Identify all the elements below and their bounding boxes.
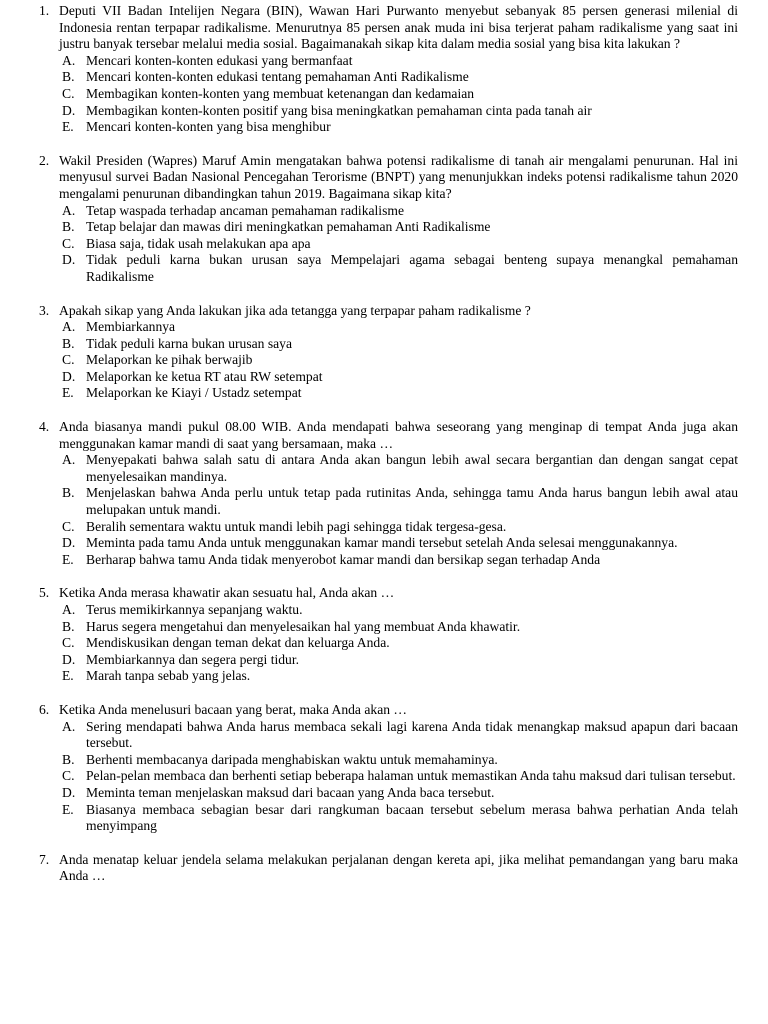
question-text: Anda biasanya mandi pukul 08.00 WIB. Anda mendapati bahwa seseorang yang menginap di tempat Anda juga akan menggunakan kamar mandi di saat yang bersamaan, maka … xyxy=(59,419,738,451)
question-stem xyxy=(39,419,738,452)
option-text: Mencari konten-konten yang bisa menghibur xyxy=(86,119,331,135)
answer-option xyxy=(62,719,738,752)
option-letter: D. xyxy=(62,102,76,118)
question-text: Ketika Anda menelusuri bacaan yang berat, maka Anda akan … xyxy=(59,701,408,717)
option-letter: C. xyxy=(62,518,75,534)
option-text: Membagikan konten-konten yang membuat ketenangan dan kedamaian xyxy=(86,85,475,101)
option-text: Tetap waspada terhadap ancaman pemahaman radikalisme xyxy=(86,202,404,218)
option-text: Tetap belajar dan mawas diri meningkatkan pemahaman Anti Radikalisme xyxy=(86,219,491,235)
answer-option xyxy=(62,86,738,103)
question-5 xyxy=(39,585,738,685)
option-text: Mendiskusikan dengan teman dekat dan keluarga Anda. xyxy=(86,635,390,651)
answer-option xyxy=(62,668,738,685)
option-letter: C. xyxy=(62,352,75,368)
option-text: Mencari konten-konten edukasi tentang pemahaman Anti Radikalisme xyxy=(86,69,469,85)
question-number: 2. xyxy=(39,152,50,168)
option-list xyxy=(39,602,738,685)
option-text: Marah tanpa sebab yang jelas. xyxy=(86,668,251,684)
answer-option xyxy=(62,802,738,835)
option-letter: E. xyxy=(62,668,74,684)
option-letter: C. xyxy=(62,235,75,251)
option-text: Sering mendapati bahwa Anda harus membaca sekali lagi karena Anda tidak menangkap maksud apapun dari bacaan tersebut. xyxy=(86,718,738,751)
option-letter: A. xyxy=(62,202,76,218)
question-4 xyxy=(39,419,738,568)
answer-option xyxy=(62,336,738,353)
answer-option xyxy=(62,252,738,285)
option-text: Biasa saja, tidak usah melakukan apa apa xyxy=(86,235,311,251)
option-letter: A. xyxy=(62,52,76,68)
question-7 xyxy=(39,852,738,885)
question-6 xyxy=(39,702,738,835)
answer-option xyxy=(62,119,738,136)
answer-option xyxy=(62,752,738,769)
option-letter: E. xyxy=(62,385,74,401)
option-list xyxy=(39,53,738,136)
question-text: Anda menatap keluar jendela selama melakukan perjalanan dengan kereta api, jika melihat pemandangan yang baru maka Anda … xyxy=(59,851,738,884)
option-letter: C. xyxy=(62,635,75,651)
answer-option xyxy=(62,768,738,785)
option-text: Tidak peduli karna bukan urusan saya xyxy=(86,335,293,351)
question-stem xyxy=(39,585,738,602)
option-text: Tidak peduli karna bukan urusan saya Mempelajari agama sebagai benteng supaya menangkal pemahaman Radikalisme xyxy=(86,252,738,284)
option-text: Membagikan konten-konten positif yang bisa meningkatkan pemahaman cinta pada tanah air xyxy=(86,102,592,118)
answer-option xyxy=(62,369,738,386)
option-letter: D. xyxy=(62,784,76,800)
option-text: Melaporkan ke Kiayi / Ustadz setempat xyxy=(86,385,302,401)
answer-option xyxy=(62,319,738,336)
option-letter: D. xyxy=(62,651,76,667)
question-text: Apakah sikap yang Anda lakukan jika ada tetangga yang terpapar paham radikalisme ? xyxy=(59,302,531,318)
question-number: 6. xyxy=(39,701,50,717)
answer-option xyxy=(62,519,738,536)
option-list xyxy=(39,719,738,835)
option-text: Membiarkannya dan segera pergi tidur. xyxy=(86,651,300,667)
option-list xyxy=(39,452,738,568)
option-letter: C. xyxy=(62,768,75,784)
option-letter: A. xyxy=(62,319,76,335)
answer-option xyxy=(62,635,738,652)
answer-option xyxy=(62,69,738,86)
option-list xyxy=(39,203,738,286)
option-text: Berharap bahwa tamu Anda tidak menyerobot kamar mandi dan bersikap segan terhadap Anda xyxy=(86,551,601,567)
option-letter: A. xyxy=(62,602,76,617)
answer-option xyxy=(62,552,738,569)
option-letter: B. xyxy=(62,69,75,85)
option-letter: C. xyxy=(62,85,75,101)
answer-option xyxy=(62,785,738,802)
answer-option xyxy=(62,452,738,485)
answer-option xyxy=(62,236,738,253)
option-text: Menyepakati bahwa salah satu di antara Anda akan bangun lebih awal secara bergantian dan dengan sangat cepat menyelesaikan mandinya. xyxy=(86,452,738,484)
answer-option xyxy=(62,652,738,669)
option-text: Mencari konten-konten edukasi yang bermanfaat xyxy=(86,52,353,68)
answer-option xyxy=(62,352,738,369)
question-number: 3. xyxy=(39,302,50,318)
option-letter: E. xyxy=(62,801,74,817)
option-letter: B. xyxy=(62,618,75,634)
question-text: Wakil Presiden (Wapres) Maruf Amin mengatakan bahwa potensi radikalisme di tanah air mengalami penurunan. Hal ini menyusul survei Badan Nasional Pencegahan Terorisme (BNPT) yang menunjukkan indeks potensi radikalisme tahun 2020 mengalami penurunan dibandingkan tahun 2019. Bagaimana sikap kita? xyxy=(59,152,738,201)
option-letter: E. xyxy=(62,119,74,135)
option-letter: D. xyxy=(62,252,76,268)
question-text: Deputi VII Badan Intelijen Negara (BIN), Wawan Hari Purwanto menyebut sebanyak 85 persen generasi milenial di Indonesia rentan terpapar radikalisme. Menurutnya 85 persen anak muda ini bisa terjerat paham radikalisme yang saat ini justru banyak tersebar melalui media sosial. Bagaimanakah sikap kita dalam media sosial yang bisa kita lakukan ? xyxy=(59,3,738,52)
question-stem xyxy=(39,702,738,719)
answer-option xyxy=(62,219,738,236)
question-list xyxy=(39,3,738,885)
option-text: Pelan-pelan membaca dan berhenti setiap beberapa halaman untuk memastikan Anda tahu maksud dari tulisan tersebut. xyxy=(86,768,736,784)
option-text: Beralih sementara waktu untuk mandi lebih pagi sehingga tidak tergesa-gesa. xyxy=(86,518,507,534)
question-stem xyxy=(39,3,738,53)
option-text: Membiarkannya xyxy=(86,319,176,335)
option-letter: B. xyxy=(62,751,75,767)
answer-option xyxy=(62,203,738,220)
option-letter: A. xyxy=(62,718,76,734)
option-text: Terus memikirkannya sepanjang waktu. xyxy=(86,602,303,617)
answer-option xyxy=(62,535,738,552)
option-text: Meminta teman menjelaskan maksud dari bacaan yang Anda baca tersebut. xyxy=(86,784,495,800)
question-text: Ketika Anda merasa khawatir akan sesuatu hal, Anda akan … xyxy=(59,585,395,601)
option-text: Berhenti membacanya daripada menghabiskan waktu untuk memahaminya. xyxy=(86,751,498,767)
question-stem xyxy=(39,153,738,203)
question-number: 4. xyxy=(39,419,50,435)
option-text: Biasanya membaca sebagian besar dari rangkuman bacaan tersebut sebelum merasa bahwa perhatian Anda telah menyimpang xyxy=(86,801,738,834)
question-number: 1. xyxy=(39,3,50,18)
option-text: Menjelaskan bahwa Anda perlu untuk tetap pada rutinitas Anda, sehingga tamu Anda harus bangun lebih awal atau melupakan untuk mandi. xyxy=(86,485,738,518)
option-text: Meminta pada tamu Anda untuk menggunakan kamar mandi tersebut setelah Anda selesai menggunakannya. xyxy=(86,535,678,551)
question-stem xyxy=(39,852,738,885)
option-letter: B. xyxy=(62,485,75,501)
question-number: 7. xyxy=(39,851,50,867)
question-stem xyxy=(39,303,738,320)
option-letter: A. xyxy=(62,452,76,468)
option-list xyxy=(39,319,738,402)
answer-option xyxy=(62,602,738,619)
option-letter: E. xyxy=(62,551,74,567)
option-letter: D. xyxy=(62,535,76,551)
answer-option xyxy=(62,103,738,120)
option-text: Harus segera mengetahui dan menyelesaikan hal yang membuat Anda khawatir. xyxy=(86,618,521,634)
question-1 xyxy=(39,3,738,136)
answer-option xyxy=(62,485,738,518)
option-text: Melaporkan ke ketua RT atau RW setempat xyxy=(86,368,323,384)
option-text: Melaporkan ke pihak berwajib xyxy=(86,352,253,368)
option-letter: B. xyxy=(62,219,75,235)
option-letter: D. xyxy=(62,368,76,384)
question-number: 5. xyxy=(39,585,50,601)
question-2 xyxy=(39,153,738,286)
answer-option xyxy=(62,385,738,402)
answer-option xyxy=(62,619,738,636)
option-letter: B. xyxy=(62,335,75,351)
question-3 xyxy=(39,303,738,403)
answer-option xyxy=(62,53,738,70)
